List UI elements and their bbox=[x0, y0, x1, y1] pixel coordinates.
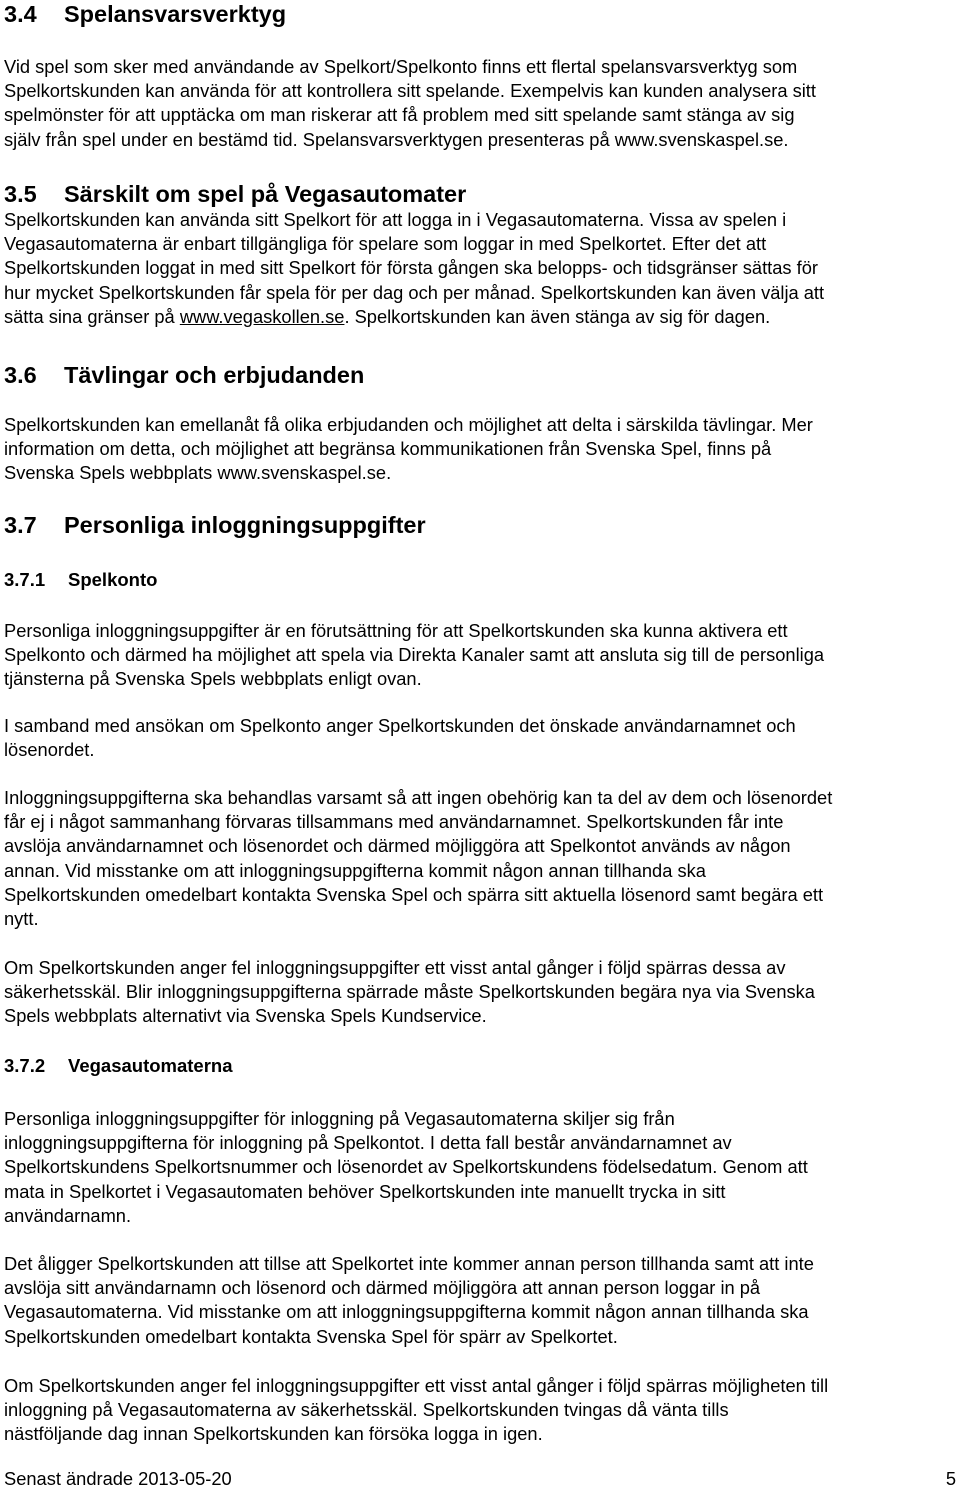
text-line: inloggningsuppgifterna för inloggning på Spelkontot. I detta fall består användarnamnet av bbox=[4, 1132, 732, 1154]
text-line: Spelkortskunden kan använda sitt Spelkort för att logga in i Vegasautomaterna. Vissa av spelen i bbox=[4, 209, 787, 230]
text-line: Spelkonto och därmed ha möjlighet att spela via Direkta Kanaler samt att ansluta sig till de personliga bbox=[4, 644, 825, 666]
section-title: Spelansvarsverktyg bbox=[64, 1, 287, 27]
text-line: avslöja användarnamnet och lösenordet och därmed möjliggöra att Spelkontot används av någon bbox=[4, 835, 791, 857]
section-heading-3-7 bbox=[4, 511, 426, 539]
section-number: 3.7.1 bbox=[4, 569, 46, 590]
section-heading-3-7-2 bbox=[4, 1054, 233, 1078]
text-line: spelmönster för att upptäcka om man riskerar att få problem med sitt spelande samt stänga av sig bbox=[4, 104, 795, 126]
paragraph-3-7-2-c bbox=[4, 1374, 828, 1447]
section-heading-3-7-1 bbox=[4, 568, 157, 592]
text-line: Svenska Spels webbplats www.svenskaspel.se. bbox=[4, 462, 392, 484]
text-line: får ej i något sammanhang förvaras tillsammans med användarnamnet. Spelkortskunden får inte bbox=[4, 811, 784, 833]
section-heading-3-6 bbox=[4, 361, 364, 389]
text-line: användarnamn. bbox=[4, 1204, 132, 1226]
text-line: Spelkortskunden loggat in med sitt Spelkort för första gången ska belopps- och tidsgränser sättas för bbox=[4, 257, 818, 279]
section-title: Vegasautomaterna bbox=[68, 1055, 233, 1076]
text-line: Personliga inloggningsuppgifter för inloggning på Vegasautomaterna skiljer sig från bbox=[4, 1108, 675, 1129]
text-line: Spelkortskunden kan använda för att kontrollera sitt spelande. Exempelvis kan kunden analysera sitt bbox=[4, 80, 816, 102]
page-footer bbox=[4, 1467, 956, 1491]
text-line: nytt. bbox=[4, 908, 39, 930]
text-segment: sätta sina gränser på bbox=[4, 305, 180, 327]
page-number: 5 bbox=[945, 1468, 956, 1489]
section-title: Särskilt om spel på Vegasautomater bbox=[64, 181, 467, 207]
section-title: Personliga inloggningsuppgifter bbox=[64, 512, 426, 538]
paragraph-3-7-2-a bbox=[4, 1107, 808, 1228]
paragraph-3-6 bbox=[4, 413, 813, 486]
text-line: säkerhetsskäl. Blir inloggningsuppgifterna spärrade måste Spelkortskunden begära nya via Svenska bbox=[4, 981, 815, 1003]
paragraph-3-7-1-c bbox=[4, 786, 832, 931]
paragraph-3-5 bbox=[4, 208, 824, 329]
text-line: Om Spelkortskunden anger fel inloggningsuppgifter ett visst antal gånger i följd spärras dessa av bbox=[4, 957, 786, 978]
section-number: 3.6 bbox=[4, 362, 37, 388]
text-line: annan. Vid misstanke om att inloggningsuppgifterna kommit någon annan tillhanda ska bbox=[4, 859, 706, 881]
section-heading-3-4 bbox=[4, 0, 286, 28]
section-number: 3.7.2 bbox=[4, 1055, 46, 1076]
text-line: nästföljande dag innan Spelkortskunden kan försöka logga in igen. bbox=[4, 1423, 543, 1445]
text-line: mata in Spelkortet i Vegasautomaten behöver Spelkortskunden inte manuellt trycka in sitt bbox=[4, 1180, 726, 1202]
text-line: information om detta, och möjlighet att begränsa kommunikationen från Svenska Spel, finns på bbox=[4, 438, 772, 460]
paragraph-3-7-2-b bbox=[4, 1252, 814, 1349]
section-title: Spelkonto bbox=[68, 569, 158, 590]
text-line: själv från spel under en bestämd tid. Spelansvarsverktygen presenteras på www.svenskaspel.se. bbox=[4, 128, 789, 150]
vegaskollen-link[interactable]: www.vegaskollen.se bbox=[179, 305, 345, 327]
text-line: Vegasautomaterna. Vid misstanke om att inloggningsuppgifterna kommit någon annan tillhanda ska bbox=[4, 1301, 809, 1323]
text-line: Spels webbplats alternativt via Svenska Spels Kundservice. bbox=[4, 1005, 487, 1027]
text-line: Spelkortskunden omedelbart kontakta Svenska Spel för spärr av Spelkortet. bbox=[4, 1325, 618, 1347]
text-line: Spelkortskundens Spelkortsnummer och lösenordet av Spelkortskundens födelsedatum. Genom att bbox=[4, 1156, 808, 1178]
text-line: lösenordet. bbox=[4, 739, 95, 761]
text-line: avslöja sitt användarnamn och lösenord och därmed möjliggöra att annan person loggar in på bbox=[4, 1277, 761, 1299]
paragraph-3-7-1-b bbox=[4, 714, 796, 762]
text-line bbox=[4, 305, 824, 329]
text-segment: . Spelkortskunden kan även stänga av sig för dagen. bbox=[344, 305, 771, 327]
section-title: Tävlingar och erbjudanden bbox=[64, 362, 365, 388]
text-line: inloggning på Vegasautomaterna av säkerhetsskäl. Spelkortskunden tvingas då vänta tills bbox=[4, 1399, 729, 1421]
text-line: Om Spelkortskunden anger fel inloggningsuppgifter ett visst antal gånger i följd spärras möjligheten till bbox=[4, 1375, 829, 1396]
paragraph-3-7-1-d bbox=[4, 956, 815, 1029]
last-modified-date: Senast ändrade 2013-05-20 bbox=[4, 1468, 232, 1489]
text-line: Personliga inloggningsuppgifter är en förutsättning för att Spelkortskunden ska kunna aktivera ett bbox=[4, 620, 788, 641]
text-line: Vid spel som sker med användande av Spelkort/Spelkonto finns ett flertal spelansvarsverktyg som bbox=[4, 56, 798, 77]
paragraph-3-4 bbox=[4, 55, 816, 152]
text-line: hur mycket Spelkortskunden får spela för per dag och per månad. Spelkortskunden kan även välja att bbox=[4, 281, 825, 303]
section-heading-3-5 bbox=[4, 180, 466, 208]
section-number: 3.4 bbox=[4, 1, 37, 27]
section-number: 3.7 bbox=[4, 512, 37, 538]
paragraph-3-7-1-a bbox=[4, 619, 824, 692]
text-line: Vegasautomaterna är enbart tillgängliga för spelare som loggar in med Spelkortet. Efter det att bbox=[4, 233, 767, 255]
text-line: I samband med ansökan om Spelkonto anger Spelkortskunden det önskade användarnamnet och bbox=[4, 715, 796, 736]
text-line: Spelkortskunden kan emellanåt få olika erbjudanden och möjlighet att delta i särskilda tävlingar. Mer bbox=[4, 414, 813, 435]
text-line: Det åligger Spelkortskunden att tillse att Spelkortet inte kommer annan person tillhanda samt att inte bbox=[4, 1253, 814, 1274]
section-number: 3.5 bbox=[4, 181, 37, 207]
text-line: Spelkortskunden omedelbart kontakta Svenska Spel och spärra sitt aktuella lösenord samt begära ett bbox=[4, 883, 824, 905]
text-line: tjänsterna på Svenska Spels webbplats enligt ovan. bbox=[4, 668, 422, 690]
text-line: Inloggningsuppgifterna ska behandlas varsamt så att ingen obehörig kan ta del av dem och lösenordet bbox=[4, 787, 833, 808]
